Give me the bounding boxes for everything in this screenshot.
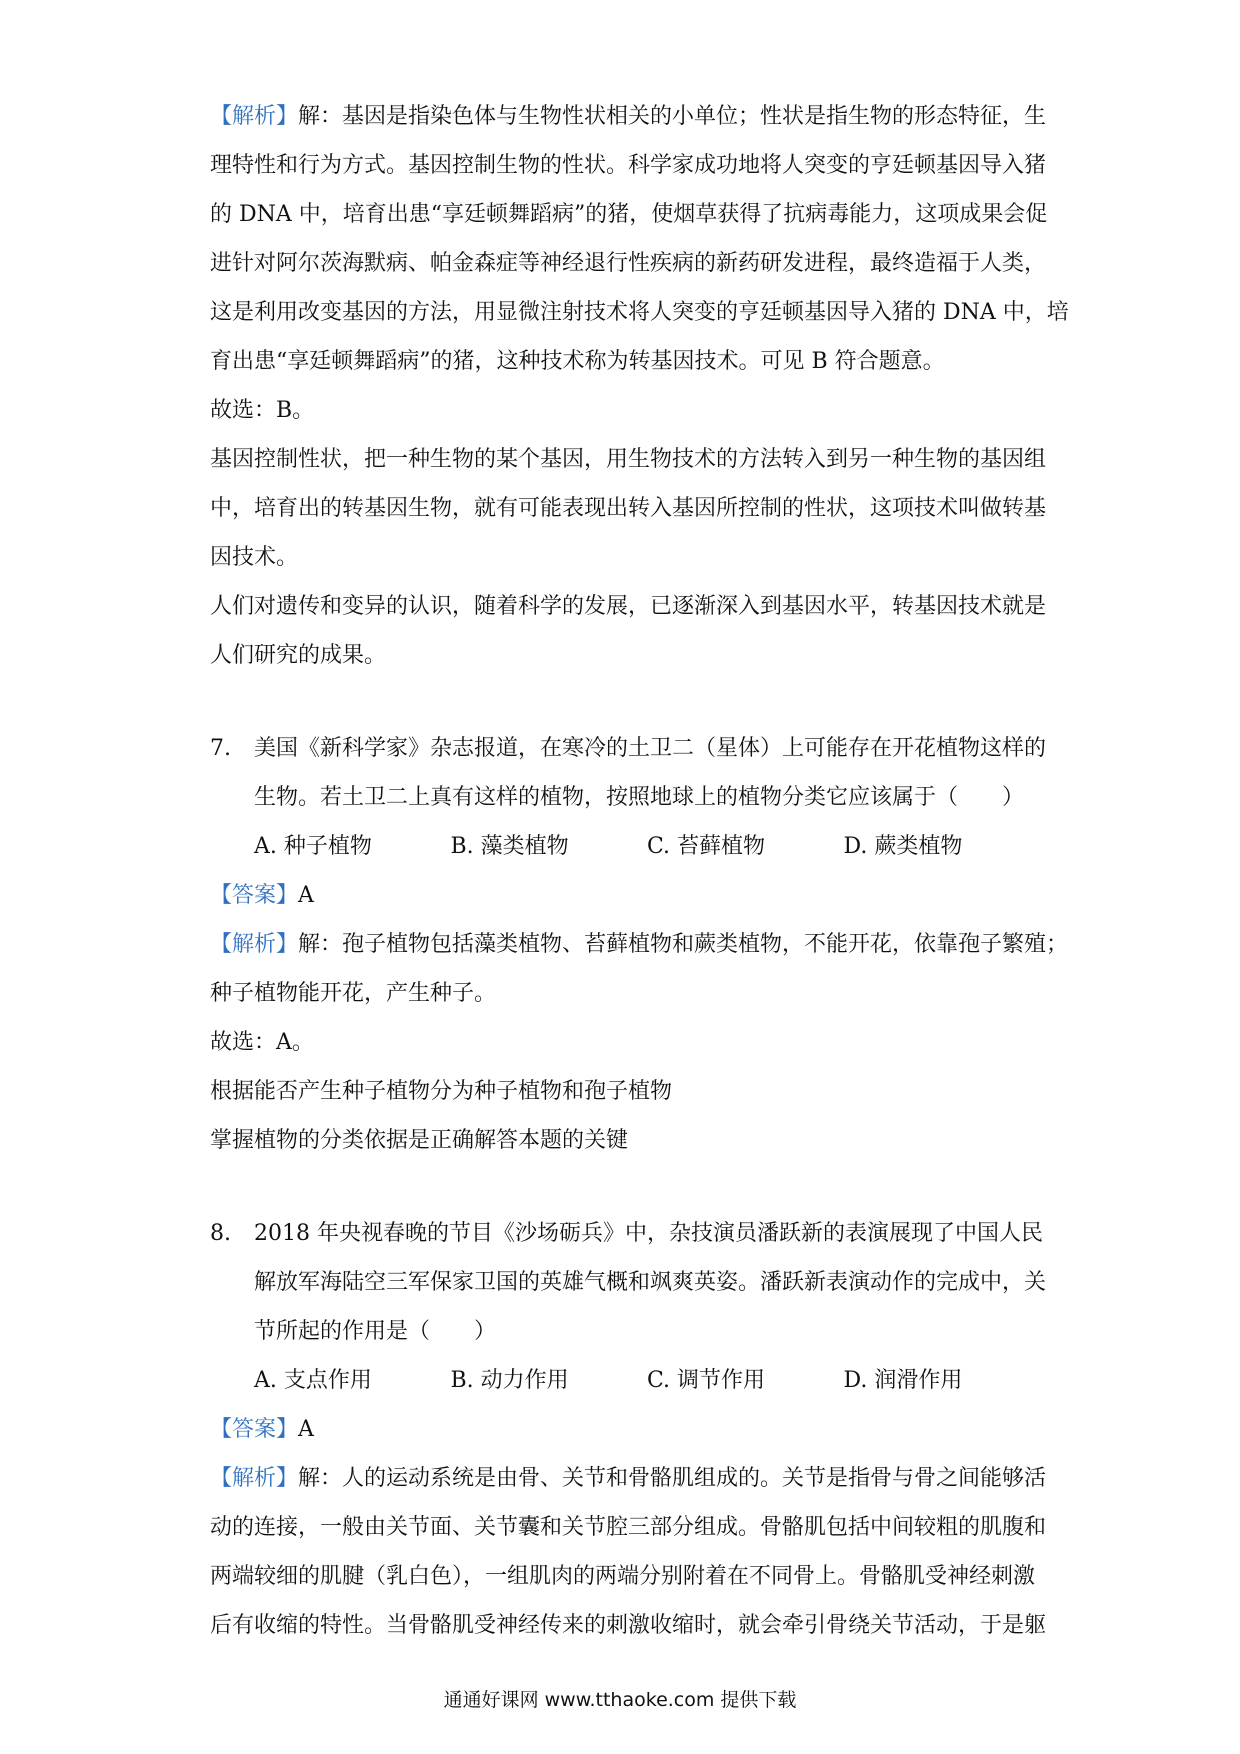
answer-label: 【答案】	[210, 1417, 299, 1442]
note-line: 人们研究的成果。	[210, 643, 387, 668]
note-line: 因技术。	[210, 545, 299, 570]
analysis-label: 【解析】	[210, 932, 299, 957]
option-d: D. 蕨类植物	[843, 834, 963, 859]
note-line: 人们对遗传和变异的认识，随着科学的发展，已逐渐深入到基因水平，转基因技术就是	[210, 594, 1047, 619]
option-c: C. 调节作用	[647, 1368, 766, 1393]
question-number: 8.	[210, 1221, 231, 1246]
analysis-line	[210, 920, 1069, 969]
analysis-line	[210, 1454, 1047, 1503]
question-text: 2018 年央视春晚的节目《沙场砺兵》中，杂技演员潘跃新的表演展现了中国人民	[254, 1221, 1043, 1246]
analysis-line	[210, 92, 1047, 141]
question-text: 美国《新科学家》杂志报道，在寒冷的土卫二（星体）上可能存在开花植物这样的	[254, 736, 1047, 761]
question-text: 解放军海陆空三军保家卫国的英雄气概和飒爽英姿。潘跃新表演动作的完成中，关	[254, 1270, 1047, 1295]
answer-line	[210, 871, 1040, 920]
option-c: C. 苔藓植物	[647, 834, 766, 859]
note-line: 根据能否产生种子植物分为种子植物和孢子植物	[210, 1079, 673, 1104]
analysis-line: 种子植物能开花，产生种子。	[210, 981, 497, 1006]
answer-value: A	[298, 1417, 314, 1442]
note-line: 基因控制性状，把一种生物的某个基因，用生物技术的方法转入到另一种生物的基因组	[210, 447, 1047, 472]
document-page	[210, 92, 1069, 1650]
analysis-line: 两端较细的肌腱（乳白色），一组肌肉的两端分别附着在不同骨上。骨骼肌受神经刺激	[210, 1564, 1036, 1589]
question-number: 7.	[210, 736, 231, 761]
analysis-line: 的 DNA 中，培育出患“享廷顿舞蹈病”的猪，使烟草获得了抗病毒能力，这项成果会促	[210, 202, 1048, 227]
analysis-label: 【解析】	[210, 104, 299, 129]
analysis-text: 解：孢子植物包括藻类植物、苔藓植物和蕨类植物，不能开花，依靠孢子繁殖；	[298, 932, 1069, 957]
question-7-stem	[210, 724, 1047, 773]
analysis-label: 【解析】	[210, 1466, 299, 1491]
option-a: A. 支点作用	[254, 1368, 372, 1393]
analysis-line: 动的连接，一般由关节面、关节囊和关节腔三部分组成。骨骼肌包括中间较粗的肌腹和	[210, 1515, 1047, 1540]
question-8-options	[210, 1356, 1040, 1405]
question-8-stem	[210, 1209, 1043, 1258]
analysis-text: 解：基因是指染色体与生物性状相关的小单位；性状是指生物的形态特征，生	[298, 104, 1047, 129]
answer-label: 【答案】	[210, 883, 299, 908]
analysis-line: 后有收缩的特性。当骨骼肌受神经传来的刺激收缩时，就会牵引骨绕关节活动，于是躯	[210, 1613, 1047, 1638]
note-line: 中，培育出的转基因生物，就有可能表现出转入基因所控制的性状，这项技术叫做转基	[210, 496, 1047, 521]
analysis-line: 理特性和行为方式。基因控制生物的性状。科学家成功地将人突变的亨廷顿基因导入猪	[210, 153, 1047, 178]
analysis-line: 进针对阿尔茨海默病、帕金森症等神经退行性疾病的新药研发进程，最终造福于人类，	[210, 251, 1047, 276]
choice-line: 故选：B。	[210, 398, 315, 423]
answer-line	[210, 1405, 1040, 1454]
footer-source: 通通好课网 www.tthaoke.com 提供下载	[443, 1689, 797, 1711]
option-b: B. 藻类植物	[450, 834, 569, 859]
option-b: B. 动力作用	[450, 1368, 569, 1393]
note-line: 掌握植物的分类依据是正确解答本题的关键	[210, 1128, 629, 1153]
option-a: A. 种子植物	[254, 834, 372, 859]
choice-line: 故选：A。	[210, 1030, 314, 1055]
analysis-line: 育出患“享廷顿舞蹈病”的猪，这种技术称为转基因技术。可见 B 符合题意。	[210, 349, 945, 374]
question-7-options	[210, 822, 1040, 871]
analysis-line: 这是利用改变基因的方法，用显微注射技术将人突变的亨廷顿基因导入猪的 DNA 中，培	[210, 300, 1069, 325]
option-d: D. 润滑作用	[843, 1368, 963, 1393]
answer-value: A	[298, 883, 314, 908]
question-text: 节所起的作用是（ ）	[254, 1319, 497, 1344]
question-text: 生物。若土卫二上真有这样的植物，按照地球上的植物分类它应该属于（ ）	[254, 785, 1025, 810]
analysis-text: 解：人的运动系统是由骨、关节和骨骼肌组成的。关节是指骨与骨之间能够活	[298, 1466, 1047, 1491]
